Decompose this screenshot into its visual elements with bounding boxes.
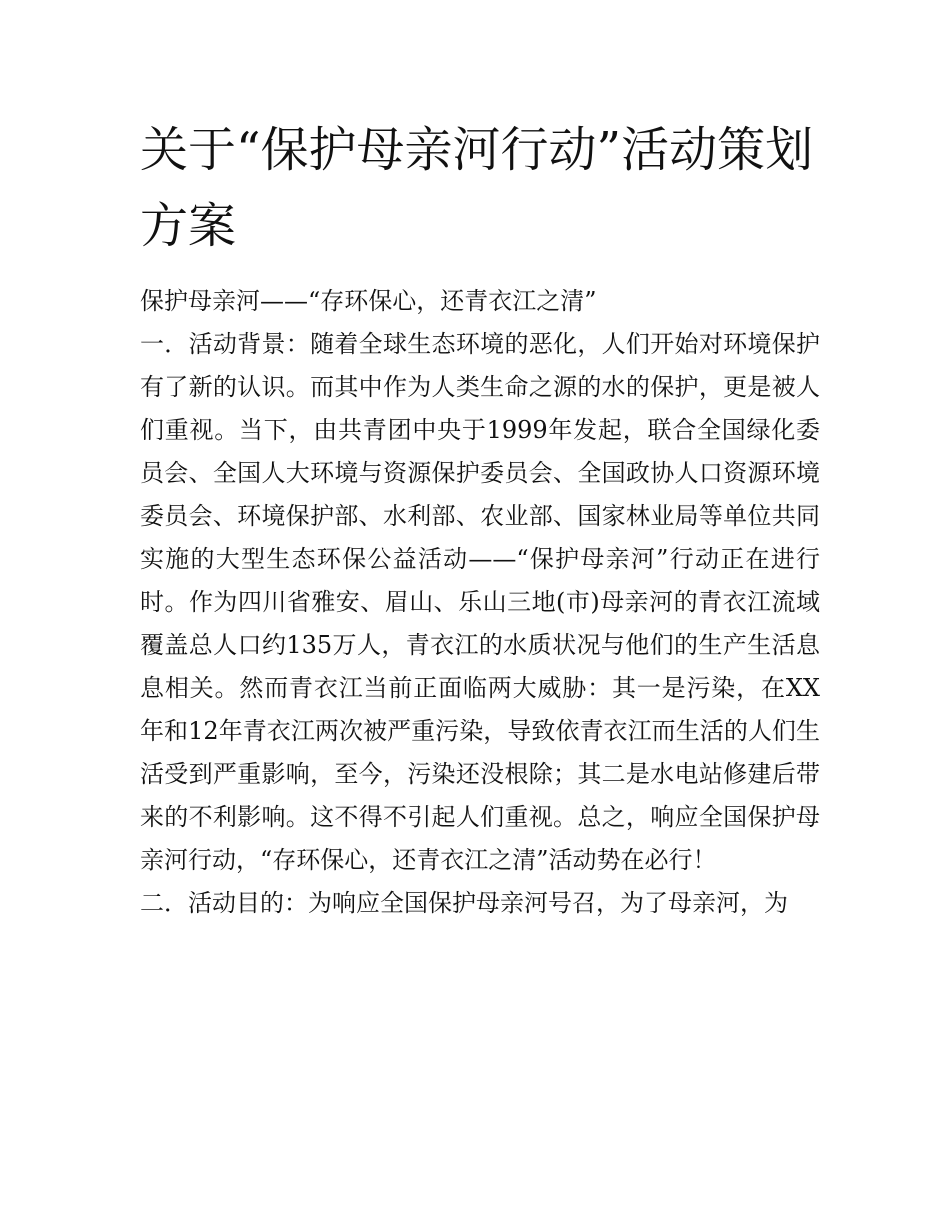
document-title: 关于“保护母亲河行动”活动策划方案 — [140, 122, 814, 254]
document-body — [140, 280, 820, 925]
background-paragraph: 一．活动背景：随着全球生态环境的恶化，人们开始对环境保护有了新的认识。而其中作为人类生命之源的水的保护，更是被人们重视。当下，由共青团中央于1999年发起，联合全国绿化委员会、全国人大环境与资源保护委员会、全国政协人口资源环境委员会、环境保护部、水利部、农业部、国家林业局等单位共同实施的大型生态环保公益活动——“保护母亲河”行动正在进行时。作为四川省雅安、眉山、乐山三地(市)母亲河的青衣江流域覆盖总人口约135万人，青衣江的水质状况与他们的生产生活息息相关。然而青衣江当前正面临两大威胁：其一是污染，在XX年和12年青衣江两次被严重污染，导致依青衣江而生活的人们生活受到严重影响，至今，污染还没根除；其二是水电站修建后带来的不利影响。这不得不引起人们重视。总之，响应全国保护母亲河行动，“存环保心，还青衣江之清”活动势在必行！ — [140, 330, 820, 874]
purpose-paragraph: 二．活动目的：为响应全国保护母亲河号召，为了母亲河，为 — [140, 889, 788, 917]
subtitle-paragraph: 保护母亲河——“存环保心，还青衣江之清” — [140, 287, 597, 315]
